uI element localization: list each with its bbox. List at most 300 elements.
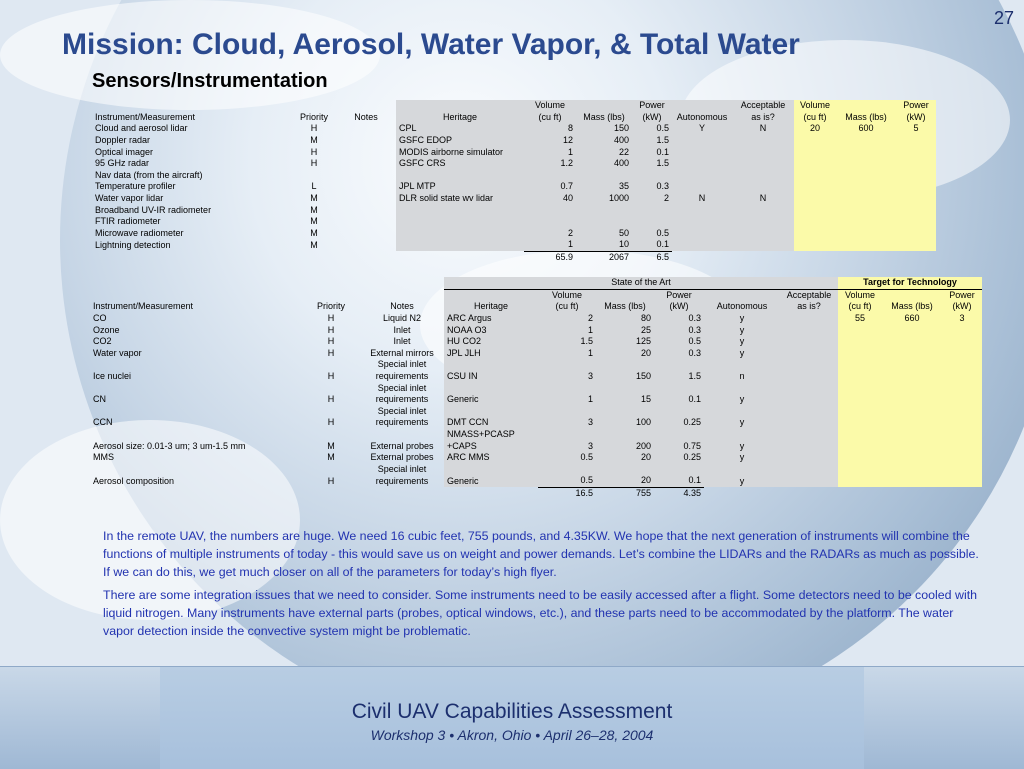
total-cell: 4.35 xyxy=(683,487,701,498)
table-cell xyxy=(780,324,838,336)
table-cell xyxy=(336,170,396,182)
column-header: Mass (lbs) xyxy=(576,112,632,124)
table-cell xyxy=(838,464,882,476)
table-cell xyxy=(336,193,396,205)
table-cell: Ozone xyxy=(93,324,120,335)
table-cell xyxy=(836,216,896,228)
table-cell: 0.5 xyxy=(538,452,596,464)
table-cell: 0.1 xyxy=(654,394,704,406)
table-cell xyxy=(538,406,596,418)
column-header xyxy=(302,289,360,301)
table-cell xyxy=(942,382,982,394)
table-cell xyxy=(596,406,654,418)
table-row xyxy=(92,146,936,158)
column-header xyxy=(596,289,654,301)
table-row xyxy=(92,123,936,135)
table-cell: Water vapor lidar xyxy=(95,193,164,204)
table-cell xyxy=(444,464,538,476)
table-cell xyxy=(596,464,654,476)
table-cell: 1 xyxy=(524,146,576,158)
table-cell: 50 xyxy=(576,228,632,240)
table-row xyxy=(90,336,982,348)
table-cell xyxy=(838,440,882,452)
column-header: Instrument/Measurement xyxy=(93,301,194,312)
table-cell: H xyxy=(327,371,335,382)
column-header: Acceptable xyxy=(732,100,794,112)
table-row xyxy=(92,204,936,216)
table-cell: Water vapor xyxy=(93,347,142,358)
table-cell xyxy=(882,429,942,441)
table-cell xyxy=(732,228,794,240)
table-cell: Special inlet xyxy=(377,382,427,393)
table-row xyxy=(92,181,936,193)
table-cell xyxy=(672,216,732,228)
table-cell: CPL xyxy=(396,123,524,135)
table-cell: 1.5 xyxy=(632,135,672,147)
table-cell xyxy=(882,324,942,336)
table-cell: 55 xyxy=(838,313,882,325)
table-cell: 1000 xyxy=(576,193,632,205)
table-cell: 0.25 xyxy=(654,452,704,464)
table-cell: H xyxy=(327,324,335,335)
table-header-row xyxy=(90,301,982,313)
table-cell: 95 GHz radar xyxy=(95,158,150,169)
table-cell: MODIS airborne simulator xyxy=(396,146,524,158)
table-cell xyxy=(896,146,936,158)
table-cell xyxy=(292,170,336,182)
table-cell xyxy=(882,406,942,418)
column-header: (cu ft) xyxy=(838,301,882,313)
table-cell xyxy=(524,204,576,216)
table-cell xyxy=(672,146,732,158)
table-cell xyxy=(654,359,704,371)
table-cell: 1.5 xyxy=(654,371,704,383)
table-cell xyxy=(780,313,838,325)
table-cell xyxy=(704,359,780,371)
column-header xyxy=(672,100,732,112)
table-cell: 1.5 xyxy=(632,158,672,170)
table-cell: 1.5 xyxy=(538,336,596,348)
table-cell xyxy=(882,452,942,464)
table-row xyxy=(90,324,982,336)
table-cell xyxy=(942,440,982,452)
table-cell xyxy=(336,204,396,216)
table-row xyxy=(90,406,982,418)
table-cell xyxy=(838,382,882,394)
table-cell: Microwave radiometer xyxy=(95,227,184,238)
table-cell xyxy=(942,417,982,429)
table-cell: M xyxy=(327,452,335,463)
column-header: as is? xyxy=(732,112,794,124)
table-cell xyxy=(732,158,794,170)
table-cell: 1 xyxy=(538,348,596,360)
column-header: (cu ft) xyxy=(538,301,596,313)
column-header: Heritage xyxy=(396,112,524,124)
table-cell xyxy=(654,382,704,394)
table-cell xyxy=(672,181,732,193)
table-cell: 600 xyxy=(836,123,896,135)
table-cell: 0.5 xyxy=(654,336,704,348)
table-cell xyxy=(576,170,632,182)
table-cell xyxy=(836,135,896,147)
table-cell xyxy=(896,170,936,182)
table-cell: N xyxy=(672,193,732,205)
section-subtitle: Sensors/Instrumentation xyxy=(92,70,328,92)
table-cell: 0.3 xyxy=(654,324,704,336)
table-cell xyxy=(838,371,882,383)
table-cell: GSFC CRS xyxy=(396,158,524,170)
table-cell xyxy=(732,146,794,158)
table-cell xyxy=(882,371,942,383)
table-cell: 10 xyxy=(576,239,632,251)
total-cell: 16.5 xyxy=(575,487,593,498)
table-cell xyxy=(794,216,836,228)
table-row xyxy=(90,417,982,429)
table-cell: Nav data (from the aircraft) xyxy=(95,169,203,180)
total-cell: 2067 xyxy=(608,252,629,263)
table-cell: External probes xyxy=(370,452,434,463)
table-cell xyxy=(836,146,896,158)
page-title: Mission: Cloud, Aerosol, Water Vapor, & Total Water xyxy=(62,28,800,61)
column-header xyxy=(396,100,524,112)
table-cell xyxy=(302,406,360,418)
table-cell: y xyxy=(704,348,780,360)
table-cell xyxy=(836,193,896,205)
column-header: Autonomous xyxy=(672,112,732,124)
table-cell: requirements xyxy=(375,417,429,428)
table-cell: Liquid N2 xyxy=(382,313,422,324)
table-cell xyxy=(654,406,704,418)
table-cell: H xyxy=(327,313,335,324)
table-cell xyxy=(576,216,632,228)
table-cell xyxy=(704,382,780,394)
table-cell: 20 xyxy=(596,348,654,360)
table-cell xyxy=(836,181,896,193)
table-cell xyxy=(794,135,836,147)
table-cell xyxy=(596,429,654,441)
table-cell xyxy=(596,382,654,394)
table-cell: N xyxy=(732,123,794,135)
table-cell xyxy=(704,406,780,418)
table-cell xyxy=(396,228,524,240)
table-cell: 400 xyxy=(576,158,632,170)
table-cell: 35 xyxy=(576,181,632,193)
table-cell xyxy=(596,359,654,371)
group-target-for-technology: Target for Technology xyxy=(838,277,982,289)
table-cell xyxy=(576,204,632,216)
table-cell: 15 xyxy=(596,394,654,406)
table-cell: CCN xyxy=(93,417,113,428)
table-cell: requirements xyxy=(375,371,429,382)
table-row xyxy=(90,464,982,476)
table-cell xyxy=(336,216,396,228)
table-cell xyxy=(732,204,794,216)
table-cell: M xyxy=(310,204,318,215)
table-cell xyxy=(672,170,732,182)
table-cell xyxy=(780,429,838,441)
table-cell: Special inlet xyxy=(377,463,427,474)
table-cell xyxy=(896,181,936,193)
table-cell xyxy=(780,452,838,464)
column-header: Notes xyxy=(390,301,414,312)
table-cell xyxy=(704,429,780,441)
table-cell xyxy=(836,228,896,240)
table-cell: 1 xyxy=(538,394,596,406)
table-cell xyxy=(794,228,836,240)
table-cell: Temperature profiler xyxy=(95,181,176,192)
table-cell xyxy=(90,359,302,371)
table-cell: H xyxy=(327,347,335,358)
table-totals-row xyxy=(92,251,936,263)
table-cell xyxy=(838,406,882,418)
table-cell xyxy=(942,324,982,336)
table-cell xyxy=(780,336,838,348)
table-row xyxy=(90,359,982,371)
table-cell xyxy=(704,464,780,476)
table-cell xyxy=(336,228,396,240)
table-cell xyxy=(632,216,672,228)
table-cell: 1.2 xyxy=(524,158,576,170)
total-cell: 755 xyxy=(635,487,651,498)
table-cell xyxy=(780,417,838,429)
table-cell: 2 xyxy=(538,313,596,325)
table-cell: 5 xyxy=(896,123,936,135)
table-cell xyxy=(732,216,794,228)
table-cell: y xyxy=(704,452,780,464)
table-cell xyxy=(524,216,576,228)
column-header xyxy=(90,289,302,301)
column-header: Acceptable xyxy=(780,289,838,301)
table-cell xyxy=(396,216,524,228)
table-cell xyxy=(942,336,982,348)
column-header: Mass (lbs) xyxy=(836,112,896,124)
table-cell xyxy=(732,239,794,251)
table-cell xyxy=(732,181,794,193)
table-cell: 25 xyxy=(596,324,654,336)
table-group-header xyxy=(90,277,982,289)
table-cell xyxy=(302,382,360,394)
table-cell: L xyxy=(311,181,317,192)
table-cell: Doppler radar xyxy=(95,135,151,146)
table-cell xyxy=(836,170,896,182)
table-cell: 0.3 xyxy=(632,181,672,193)
table-cell: H xyxy=(327,336,335,347)
table-cell xyxy=(90,382,302,394)
table-cell xyxy=(882,440,942,452)
table-cell: requirements xyxy=(375,475,429,486)
table-cell xyxy=(672,204,732,216)
column-header: (kW) xyxy=(632,112,672,124)
table-cell xyxy=(654,464,704,476)
column-header xyxy=(92,100,292,112)
table-cell: M xyxy=(310,239,318,250)
table-cell xyxy=(882,394,942,406)
column-header: Instrument/Measurement xyxy=(95,111,196,122)
table-cell: ARC MMS xyxy=(444,452,538,464)
table-row xyxy=(90,452,982,464)
table-cell: Generic xyxy=(444,475,538,487)
table-cell xyxy=(524,170,576,182)
table-cell xyxy=(838,324,882,336)
table-cell: 150 xyxy=(596,371,654,383)
table-cell xyxy=(538,429,596,441)
table-cell xyxy=(794,181,836,193)
table-cell: y xyxy=(704,440,780,452)
table-cell xyxy=(538,359,596,371)
table-cell: 40 xyxy=(524,193,576,205)
table-cell: H xyxy=(327,394,335,405)
table-cell xyxy=(780,406,838,418)
sensors-table-2 xyxy=(90,277,982,499)
table-cell xyxy=(896,204,936,216)
table-cell: FTIR radiometer xyxy=(95,216,161,227)
table-cell xyxy=(794,204,836,216)
table-cell: HU CO2 xyxy=(444,336,538,348)
table-cell xyxy=(360,429,444,441)
table-cell xyxy=(896,228,936,240)
table-cell xyxy=(396,204,524,216)
table-cell xyxy=(794,239,836,251)
table-cell xyxy=(302,429,360,441)
table-cell: CSU IN xyxy=(444,371,538,383)
table-cell: 0.25 xyxy=(654,417,704,429)
table-cell: DLR solid state wv lidar xyxy=(396,193,524,205)
table-cell: 20 xyxy=(596,452,654,464)
table-cell xyxy=(654,429,704,441)
column-header xyxy=(336,100,396,112)
table-cell xyxy=(794,146,836,158)
table-cell xyxy=(942,406,982,418)
table-cell xyxy=(942,348,982,360)
table-cell: 8 xyxy=(524,123,576,135)
table-cell xyxy=(336,146,396,158)
column-header: Mass (lbs) xyxy=(596,301,654,313)
table-cell: M xyxy=(327,440,335,451)
table-cell: H xyxy=(310,123,318,134)
table-cell xyxy=(794,158,836,170)
table-cell xyxy=(780,475,838,487)
table-row xyxy=(92,193,936,205)
table-cell: 0.1 xyxy=(654,475,704,487)
table-cell xyxy=(780,394,838,406)
table-cell: 0.3 xyxy=(654,348,704,360)
table-cell: 0.1 xyxy=(632,239,672,251)
table-cell: M xyxy=(310,216,318,227)
table-row xyxy=(90,429,982,441)
table-cell xyxy=(396,170,524,182)
footer-title: Civil UAV Capabilities Assessment xyxy=(351,700,673,723)
table-cell xyxy=(882,382,942,394)
column-header: (kW) xyxy=(896,112,936,124)
table-cell xyxy=(942,475,982,487)
table-cell: M xyxy=(310,227,318,238)
column-header xyxy=(836,100,896,112)
table-cell: ARC Argus xyxy=(444,313,538,325)
column-header: Volume xyxy=(794,100,836,112)
table-cell xyxy=(732,135,794,147)
table-cell xyxy=(794,193,836,205)
table-cell: Special inlet xyxy=(377,359,427,370)
table-cell: 200 xyxy=(596,440,654,452)
table-cell xyxy=(780,464,838,476)
table-cell: y xyxy=(704,324,780,336)
column-header xyxy=(576,100,632,112)
table-cell xyxy=(838,417,882,429)
table-cell xyxy=(672,228,732,240)
table-cell: Lightning detection xyxy=(95,239,171,250)
table-cell xyxy=(90,406,302,418)
table-cell: Inlet xyxy=(393,324,411,335)
page-number: 27 xyxy=(993,8,1014,28)
table-cell xyxy=(90,464,302,476)
paragraph-2: There are some integration issues that we need to consider. Some instruments need to be easily accessed after a flight. Some detectors need to be cooled with liquid nitrogen. Many instruments have external parts (probes, optical windows, etc.), and these parts need to be accommodated by the platform. The water vapor detection inside the convective system might be problematic. xyxy=(103,588,978,638)
table-cell: 20 xyxy=(596,475,654,487)
table-row xyxy=(92,135,936,147)
column-header: (cu ft) xyxy=(524,112,576,124)
table-cell: 12 xyxy=(524,135,576,147)
table-header-row xyxy=(92,112,936,124)
column-header: Power xyxy=(654,289,704,301)
column-header: Mass (lbs) xyxy=(882,301,942,313)
table-cell: H xyxy=(327,417,335,428)
table-cell xyxy=(836,158,896,170)
column-header: as is? xyxy=(780,301,838,313)
column-header xyxy=(444,289,538,301)
table-cell xyxy=(336,181,396,193)
table-cell xyxy=(336,239,396,251)
table-cell xyxy=(444,359,538,371)
table-cell: 3 xyxy=(942,313,982,325)
table-cell xyxy=(780,359,838,371)
table-cell xyxy=(632,204,672,216)
table-cell: 0.75 xyxy=(654,440,704,452)
table-cell xyxy=(538,464,596,476)
table-cell: n xyxy=(704,371,780,383)
table-cell: H xyxy=(310,158,318,169)
table-cell xyxy=(882,336,942,348)
table-cell xyxy=(838,452,882,464)
table-cell: 150 xyxy=(576,123,632,135)
table-cell: 2 xyxy=(632,193,672,205)
table-totals-row xyxy=(90,487,982,499)
table-cell xyxy=(780,371,838,383)
column-header: (kW) xyxy=(654,301,704,313)
table-cell xyxy=(942,359,982,371)
table-header-row xyxy=(92,100,936,112)
table-cell xyxy=(836,204,896,216)
table-cell xyxy=(882,464,942,476)
table-cell: 0.1 xyxy=(632,146,672,158)
table-cell xyxy=(336,158,396,170)
column-header: Power xyxy=(942,289,982,301)
table-cell: External mirrors xyxy=(370,347,434,358)
table-cell xyxy=(444,382,538,394)
table-cell xyxy=(632,170,672,182)
table-cell xyxy=(780,382,838,394)
table-cell xyxy=(882,359,942,371)
table-cell: 3 xyxy=(538,417,596,429)
table-row xyxy=(90,371,982,383)
table-cell: Y xyxy=(672,123,732,135)
column-header: (kW) xyxy=(942,301,982,313)
column-header xyxy=(704,289,780,301)
table-cell xyxy=(838,336,882,348)
table-cell: 20 xyxy=(794,123,836,135)
column-header: Priority xyxy=(316,301,345,312)
table-header-row xyxy=(90,289,982,301)
table-cell xyxy=(882,348,942,360)
table-cell xyxy=(780,440,838,452)
